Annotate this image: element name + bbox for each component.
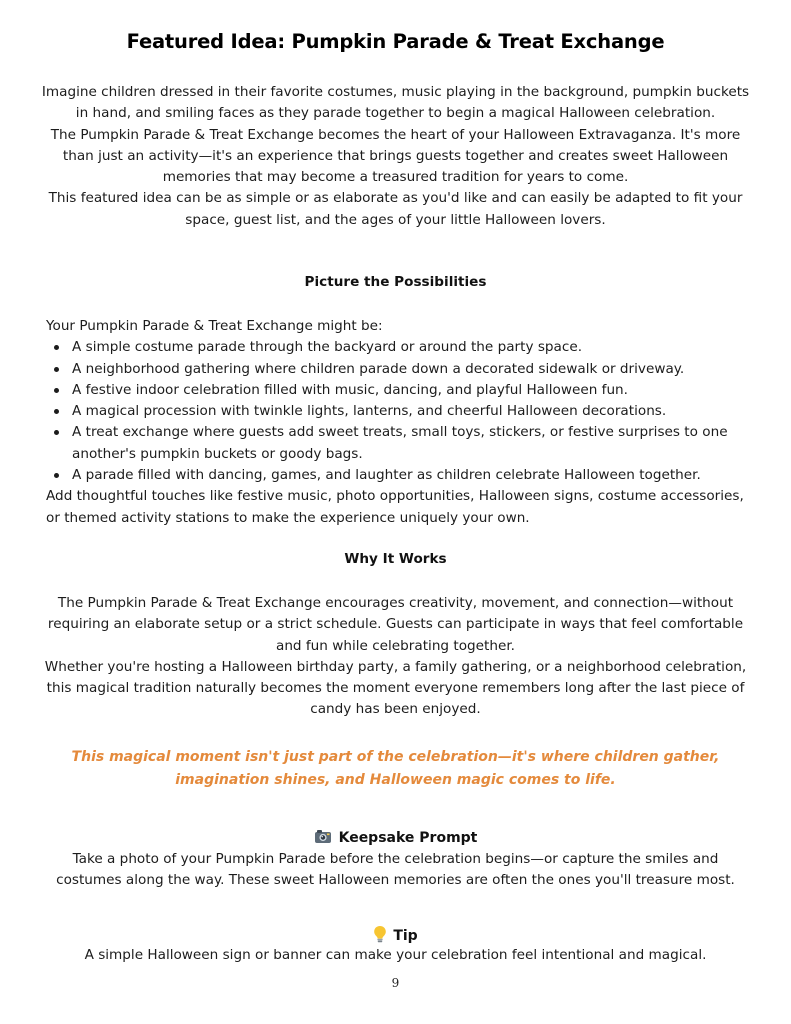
why-heading: Why It Works bbox=[344, 551, 447, 567]
page-title: Featured Idea: Pumpkin Parade & Treat Exchange bbox=[126, 30, 665, 53]
highlight-quote: This magical moment isn't just part of the celebration—it's where children gather, imagination shines, and Halloween magic comes to life. bbox=[71, 749, 720, 788]
why-paragraph-1: The Pumpkin Parade & Treat Exchange encourages creativity, movement, and connection—without requiring an elaborate setup or a strict schedule. Guests can participate in ways that feel comfortable and fun while celebrating together. bbox=[47, 595, 744, 654]
intro-section bbox=[40, 82, 751, 231]
keepsake-text: Take a photo of your Pumpkin Parade before the celebration begins—or capture the smiles and costumes along the way. These sweet Halloween memories are often the ones you'll treasure most. bbox=[56, 851, 735, 889]
possibilities-heading: Picture the Possibilities bbox=[304, 274, 487, 290]
why-paragraph-2: Whether you're hosting a Halloween birthday party, a family gathering, or a neighborhood celebration, this magical tradition naturally becomes the moment everyone remembers long after the last piece of candy has been enjoyed. bbox=[44, 658, 747, 718]
possibilities-list bbox=[46, 337, 746, 486]
keepsake-heading-row bbox=[0, 828, 791, 848]
possibilities-section bbox=[46, 316, 746, 529]
lightbulb-icon bbox=[373, 925, 387, 947]
intro-paragraph-2: The Pumpkin Parade & Treat Exchange becomes the heart of your Halloween Extravaganza. It's more than just an activity—it's an experience that brings guests together and creates sweet Halloween memories that may become a treasured tradition for years to come. bbox=[50, 126, 741, 186]
list-item: A treat exchange where guests add sweet treats, small toys, stickers, or festive surprises to one another's pumpkin buckets or goody bags. bbox=[72, 422, 746, 465]
list-item: A festive indoor celebration filled with music, dancing, and playful Halloween fun. bbox=[72, 380, 746, 401]
intro-paragraph-3: This featured idea can be as simple or as elaborate as you'd like and can easily be adapted to fit your space, guest list, and the ages of your little Halloween lovers. bbox=[48, 190, 743, 228]
list-item: A simple costume parade through the backyard or around the party space. bbox=[72, 337, 746, 358]
intro-paragraph-1: Imagine children dressed in their favorite costumes, music playing in the background, pumpkin buckets in hand, and smiling faces as they parade together to begin a magical Halloween celebration. bbox=[41, 84, 750, 122]
list-item: A neighborhood gathering where children parade down a decorated sidewalk or driveway. bbox=[72, 359, 746, 380]
camera-icon bbox=[314, 828, 332, 848]
tip-heading: Tip bbox=[393, 928, 418, 944]
page-number: 9 bbox=[391, 976, 400, 990]
keepsake-heading: Keepsake Prompt bbox=[338, 830, 478, 846]
why-section bbox=[40, 593, 751, 721]
possibilities-closing: Add thoughtful touches like festive music, photo opportunities, Halloween signs, costume accessories, or themed activity stations to make the experience uniquely your own. bbox=[46, 488, 744, 526]
tip-section bbox=[40, 945, 751, 966]
possibilities-lead: Your Pumpkin Parade & Treat Exchange might be: bbox=[46, 318, 383, 334]
tip-text: A simple Halloween sign or banner can make your celebration feel intentional and magical. bbox=[84, 947, 707, 963]
keepsake-section bbox=[40, 849, 751, 892]
tip-heading-row bbox=[0, 925, 791, 947]
list-item: A parade filled with dancing, games, and laughter as children celebrate Halloween together. bbox=[72, 465, 746, 486]
list-item: A magical procession with twinkle lights, lanterns, and cheerful Halloween decorations. bbox=[72, 401, 746, 422]
